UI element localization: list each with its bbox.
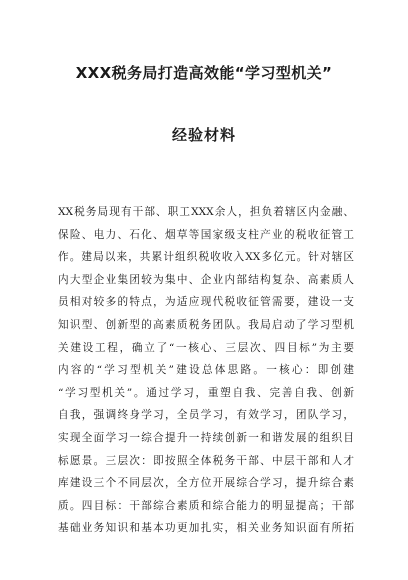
body-line: 知识型、创新型的高素质税务团队。我局启动了学习型机: [58, 318, 354, 331]
body-line: 实现全面学习一综合提升一持续创新一和谐发展的组织目: [58, 431, 354, 444]
body-line: 员相对较多的特点，为适应现代税收征管需要，建设一支: [58, 296, 354, 309]
document-body: [58, 201, 354, 540]
body-line: 内大型企业集团较为集中、企业内部结构复杂、高素质人: [58, 273, 354, 286]
body-line: 保险、电力、石化、烟草等国家级支柱产业的税收征管工: [58, 228, 354, 241]
body-line: 关建设工程，确立了“一核心、三层次、四目标”为主要: [58, 341, 354, 354]
body-line: 作。建局以来，共累计组织税收收入XX多亿元。针对辖区: [58, 251, 354, 264]
body-line: XX税务局现有干部、职工XXX余人，担负着辖区内金融、: [58, 206, 354, 218]
body-line: 基础业务知识和基本功更加扎实，相关业务知识面有所拓: [58, 522, 354, 535]
body-line: 自我，强调终身学习，全员学习，有效学习，团队学习，: [58, 409, 354, 422]
document-title: XXX税务局打造高效能“学习型机关”: [75, 64, 333, 82]
body-line: 库建设三个不同层次，全方位开展综合学习，提升综合素: [58, 477, 354, 490]
body-line: 质。四目标：干部综合素质和综合能力的明显提高；干部: [58, 499, 354, 512]
document-subtitle: 经验材料: [171, 126, 236, 144]
body-line: 内容的“学习型机关”建设总体思路。一核心：即创建: [58, 364, 354, 377]
body-line: 标愿景。三层次：即按照全体税务干部、中层干部和人才: [58, 454, 354, 467]
body-line: “学习型机关”。通过学习，重塑自我、完善自我、创新: [58, 386, 354, 399]
